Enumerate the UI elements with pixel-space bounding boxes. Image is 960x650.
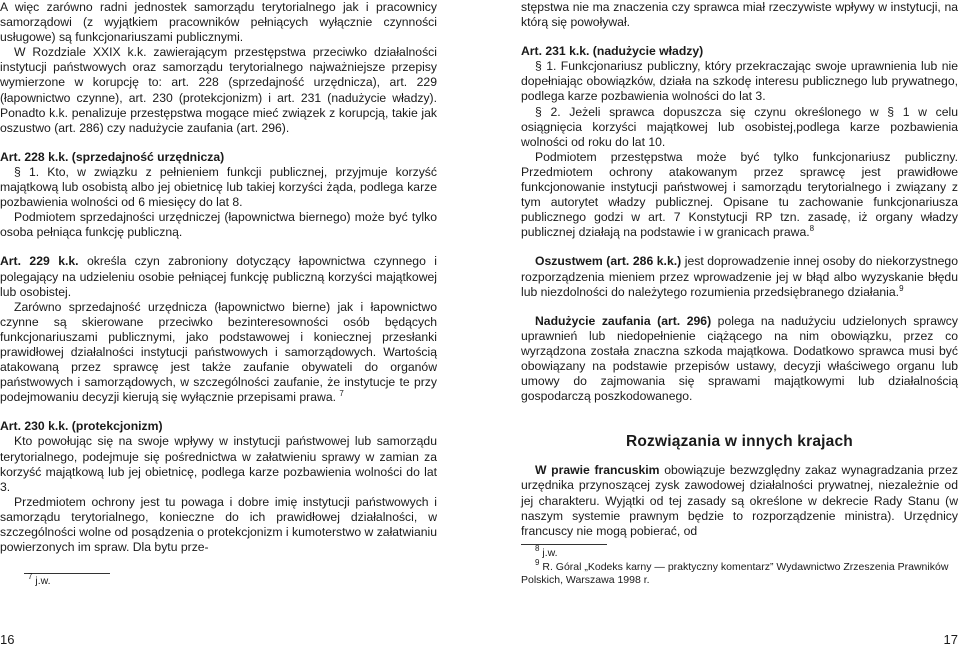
art-228-paragraph-2: Podmiotem sprzedajności urzędniczej (łapownictwa biernego) może być tylko osoba pełniąca funkcję publiczną.: [0, 210, 437, 240]
page-number-right: 17: [943, 632, 958, 647]
footnote-divider-left: [24, 573, 110, 574]
art-230-title: Art. 230 k.k. (protekcjonizm): [0, 419, 163, 434]
naduzycie-zaufania-paragraph: Nadużycie zaufania (art. 296) polega na nadużyciu udzielonych sprawcy uprawnień lub niedopełnienie ciążącego na nim obowiązku, przez co wyrządzona została znaczna szkoda majątkowa. Dodatkowo sprawca musi być obowiązany na podstawie przepisów ustawy, decyzji właściwego organu lub umowy do zajmowania się sprawami majątkowymi lub działalnością gospodarczą poszkodowanego.: [521, 313, 958, 404]
left-column: [0, 0, 437, 555]
art-231-paragraph-1: § 1. Funkcjonariusz publiczny, który przekraczając swoje uprawnienia lub nie dopełniając obowiązków, działa na szkodę interesu publicznego lub prywatnego, podlega karze pozbawienia wolności do lat 3.: [521, 59, 958, 104]
right-column: [521, 0, 958, 539]
art-229-paragraph-2: Zarówno sprzedajność urzędnicza (łapownictwo bierne) jak i łapownictwo czynne są skierowane przeciwko bezinteresowności osób będących funkcjonariuszami publicznymi, jako podstawowej i koniecznej przesłanki prawidłowej działalności instytucji państwowych i samorządowych. Wartością atakowaną przez sprawcę jest także zaufanie obywateli do organów państwowych i samorządowych, w szczególności zaufanie, że instytucje te przy podejmowaniu decyzji kierują się wyłącznie przepisami prawa. $^7$: [0, 299, 437, 405]
art-230-paragraph-2: Przedmiotem ochrony jest tu powaga i dobre imię instytucji państwowych i samorządu terytorialnego, konieczne do ich prawidłowej działalności, w szczególności wolne od posądzenia o protekcjonizm i kumoterstwo w załatwianiu powierzonych im spraw. Dla bytu prze-: [0, 494, 437, 555]
footnote-ref-9: 9: [899, 283, 904, 293]
art-230-paragraph-1: Kto powołując się na swoje wpływy w instytucji państwowej lub samorządu terytorialnego, podejmuje się pośrednictwa w załatwieniu sprawy w zamian za korzyść majątkową lub jej obietnicę, podlega karze pozbawienia wolności do lat 3.: [0, 434, 437, 494]
footnote-ref-8: 8: [809, 224, 815, 234]
chapter-paragraph: W Rozdziale XXIX k.k. zawierającym przestępstwa przeciwko działalności instytucji państwowych oraz samorządu terytorialnego najważniejsze przepisy wymierzone w korupcję to: art. 228 (sprzedajność urzędnicza), art. 229 (łapownictwo czynne), art. 230 (protekcjonizm) i art. 231 (nadużycie władzy). Ponadto k.k. penalizuje przestępstwa mogące mieć związek z korupcją, takie jak oszustwo (art. 286) czy nadużycie zaufania (art. 296).: [0, 45, 437, 135]
footnote-7: $^7$ j.w.: [28, 572, 51, 587]
art-231-paragraph-2: § 2. Jeżeli sprawca dopuszcza się czynu określonego w § 1 w celu osiągnięcia korzyści majątkowej lub osobistej,podlega karze pozbawienia wolności od roku do lat 10.: [521, 104, 958, 149]
footnotes-right: [521, 544, 958, 588]
footnote-9: $^9$ R. Góral „Kodeks karny — praktyczny komentarz” Wydawnictwo Zrzeszenia Prawników Polskich, Warszawa 1998 r.: [521, 557, 949, 586]
footnote-divider-right: [521, 544, 607, 545]
intro-paragraph: A więc zarówno radni jednostek samorządu terytorialnego jak i pracownicy samorządowi (z wyjątkiem pracowników pełniących wyłącznie czynności usługowe) są funkcjonariuszami publicznymi.: [0, 0, 437, 45]
art-231-title: Art. 231 k.k. (nadużycie władzy): [521, 44, 704, 59]
oszustwo-paragraph: Oszustwem (art. 286 k.k.) jest doprowadzenie innej osoby do niekorzystnego rozporządzenia mieniem przez wprowadzenie jej w błąd albo wyzyskanie błędu lub niezdolności do należytego rozumienia przedsiębranego działania.$^9$: [521, 254, 958, 299]
art-229-paragraph: Art. 229 k.k. określa czyn zabroniony dotyczący łapownictwa czynnego i polegający na udzieleniu osobie pełniącej funkcję publiczną korzyści majątkowej lub osobistej.: [0, 254, 437, 299]
footnote-8: $^8$ j.w.: [535, 544, 558, 559]
art-228-paragraph-1: § 1. Kto, w związku z pełnieniem funkcji publicznej, przyjmuje korzyść majątkową lub osobistą albo jej obietnicę lub takiej korzyści żąda, podlega karze pozbawienia wolności od 6 miesięcy do lat 8.: [0, 164, 437, 210]
continuation-paragraph: stępstwa nie ma znaczenia czy sprawca miał rzeczywiste wpływy w instytucji, na którą się powoływał.: [521, 0, 958, 30]
footnote-ref-7: 7: [339, 389, 344, 399]
section-heading: Rozwiązania w innych krajach: [626, 433, 853, 451]
france-paragraph: W prawie francuskim obowiązuje bezwzględny zakaz wynagradzania przez urzędnika przynoszącej zysk zawodowej działalności prywatnej, niezależnie od jej charakteru. Wyjątki od tej zasady są określone w dekrecie Rady Stanu (w naszym systemie prawnym będzie to rozporządzenie ministra). Urzędnicy francuscy nie mogą pobierać, od: [521, 463, 958, 538]
art-231-paragraph-3: Podmiotem przestępstwa może być tylko funkcjonariusz publiczny. Przedmiotem ochrony atakowanym przez sprawcę jest prawidłowe funkcjonowanie instytucji państwowej i samorządu terytorialnego i związany z tym autorytet władzy publicznej. Opisane tu zachowanie funkcjonariusza publicznego godzi w art. 7 Konstytucji RP tzn. zasadę, iż organy władzy publicznej działają na podstawie i w granicach prawa.$^8$: [521, 149, 958, 240]
page-number-left: 16: [0, 632, 15, 647]
art-228-title: Art. 228 k.k. (sprzedajność urzędnicza): [0, 149, 225, 164]
